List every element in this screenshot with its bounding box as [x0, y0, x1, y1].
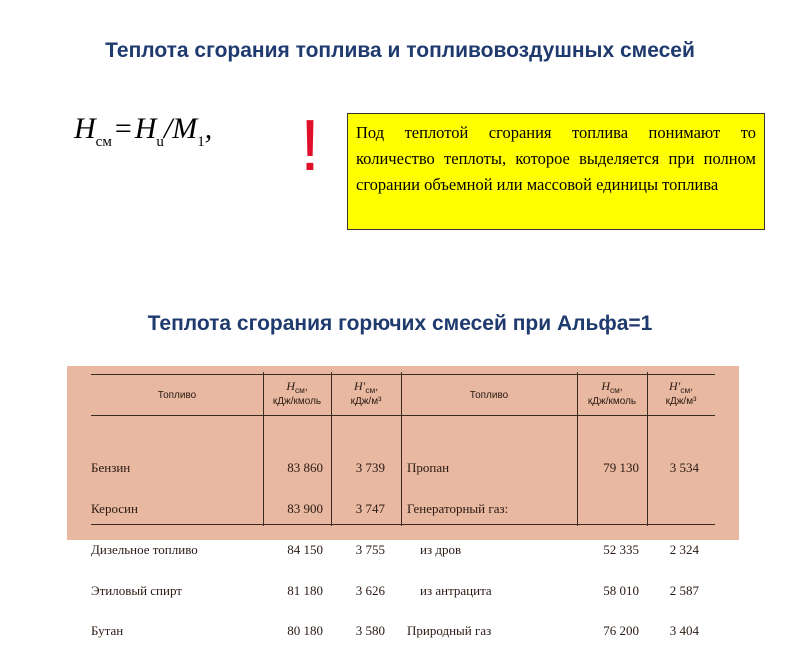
header-hvol-unit: кДж/м³: [665, 396, 697, 407]
table-cell: Пропан: [407, 460, 450, 476]
slide-title: Теплота сгорания топлива и топливовоздушных смесей: [105, 39, 695, 62]
right-hmol-column: [577, 434, 639, 665]
header-hvol-symbol: H′: [354, 379, 366, 393]
formula-rhs-sub: u: [156, 134, 164, 150]
table-cell: [577, 502, 639, 516]
table-title: Теплота сгорания горючих смесей при Альфа=1: [147, 312, 653, 335]
table-cell: 52 335: [603, 541, 639, 557]
table-cell: 2 587: [669, 582, 699, 598]
table-cell: 3 534: [669, 460, 699, 476]
table-cell: из дров: [407, 541, 462, 557]
right-fuel-column: [407, 434, 508, 665]
formula-tail: ,: [204, 112, 213, 145]
formula-divisor: /M: [163, 112, 198, 145]
header-hmol-symbol: H: [286, 379, 295, 393]
table-cell: Бензин: [91, 460, 131, 476]
header-hmol-sub: см: [295, 385, 305, 395]
table-cell: Природный газ: [407, 623, 492, 639]
table-cell: 83 860: [287, 460, 323, 476]
table-cell: 3 404: [669, 623, 699, 639]
table-cell: [647, 502, 699, 516]
table-cell: 83 900: [287, 500, 323, 516]
table-cell: 80 180: [287, 623, 323, 639]
header-hvol-sub: см: [680, 385, 691, 395]
left-hmol-column: [263, 434, 323, 665]
right-hvol-column: [647, 434, 699, 665]
table-cell: 3 739: [355, 460, 385, 476]
header-hmol-left: $H_{см}$, кДж/кмоль: [272, 379, 322, 407]
header-hvol-unit: кДж/м³: [350, 396, 382, 407]
table-cell: 58 010: [603, 582, 639, 598]
header-hvol-left: $H'_{см}$, кДж/м³: [350, 379, 382, 407]
left-hvol-column: [331, 434, 385, 665]
table-header-rule: [91, 415, 715, 416]
table-cell: 3 626: [355, 582, 385, 598]
table-cell: Генераторный газ:: [407, 500, 509, 516]
heat-table: [67, 366, 739, 639]
left-fuel-column: [91, 434, 198, 665]
table-cell: Этиловый спирт: [91, 582, 182, 598]
table-cell: 3 755: [355, 541, 385, 557]
header-hmol-unit: кДж/кмоль: [272, 396, 322, 407]
heat-formula: [74, 112, 212, 151]
table-cell: Бутан: [91, 623, 124, 639]
formula-divisor-sub: 1: [197, 134, 205, 150]
table-cell: 79 130: [603, 460, 639, 476]
table-cell: 3 580: [355, 623, 385, 639]
table-cell: 2 324: [669, 541, 699, 557]
table-cell: 81 180: [287, 582, 323, 598]
header-fuel-left: Топливо: [157, 390, 197, 401]
formula-lhs: H: [74, 112, 96, 145]
formula-equals: =: [114, 112, 132, 145]
table-cell: 3 747: [355, 500, 385, 516]
table-cell: Керосин: [91, 500, 138, 516]
header-hmol-unit: кДж/кмоль: [587, 396, 637, 407]
header-hvol-sub: см: [365, 385, 376, 395]
formula-lhs-sub: см: [95, 134, 112, 150]
table-cell: Дизельное топливо: [91, 541, 198, 557]
formula-rhs: H: [134, 112, 157, 145]
exclamation-mark-icon: !: [300, 106, 321, 186]
header-hvol-right: $H'_{см}$, кДж/м³: [665, 379, 697, 407]
header-fuel-right: Топливо: [469, 390, 509, 401]
header-hvol-symbol: H′: [669, 379, 681, 393]
definition-box: Под теплотой сгорания топлива понимают то количество теплоты, которое выделяется при полном сгорании объемной или массовой единицы топлива: [347, 113, 765, 230]
header-hmol-symbol: H: [601, 379, 610, 393]
table-cell: 84 150: [287, 541, 323, 557]
table-top-rule: [91, 374, 715, 375]
header-hmol-right: $H_{см}$, кДж/кмоль: [587, 379, 637, 407]
table-cell: из антрацита: [407, 582, 492, 598]
header-hmol-sub: см: [610, 385, 620, 395]
table-cell: 76 200: [603, 623, 639, 639]
